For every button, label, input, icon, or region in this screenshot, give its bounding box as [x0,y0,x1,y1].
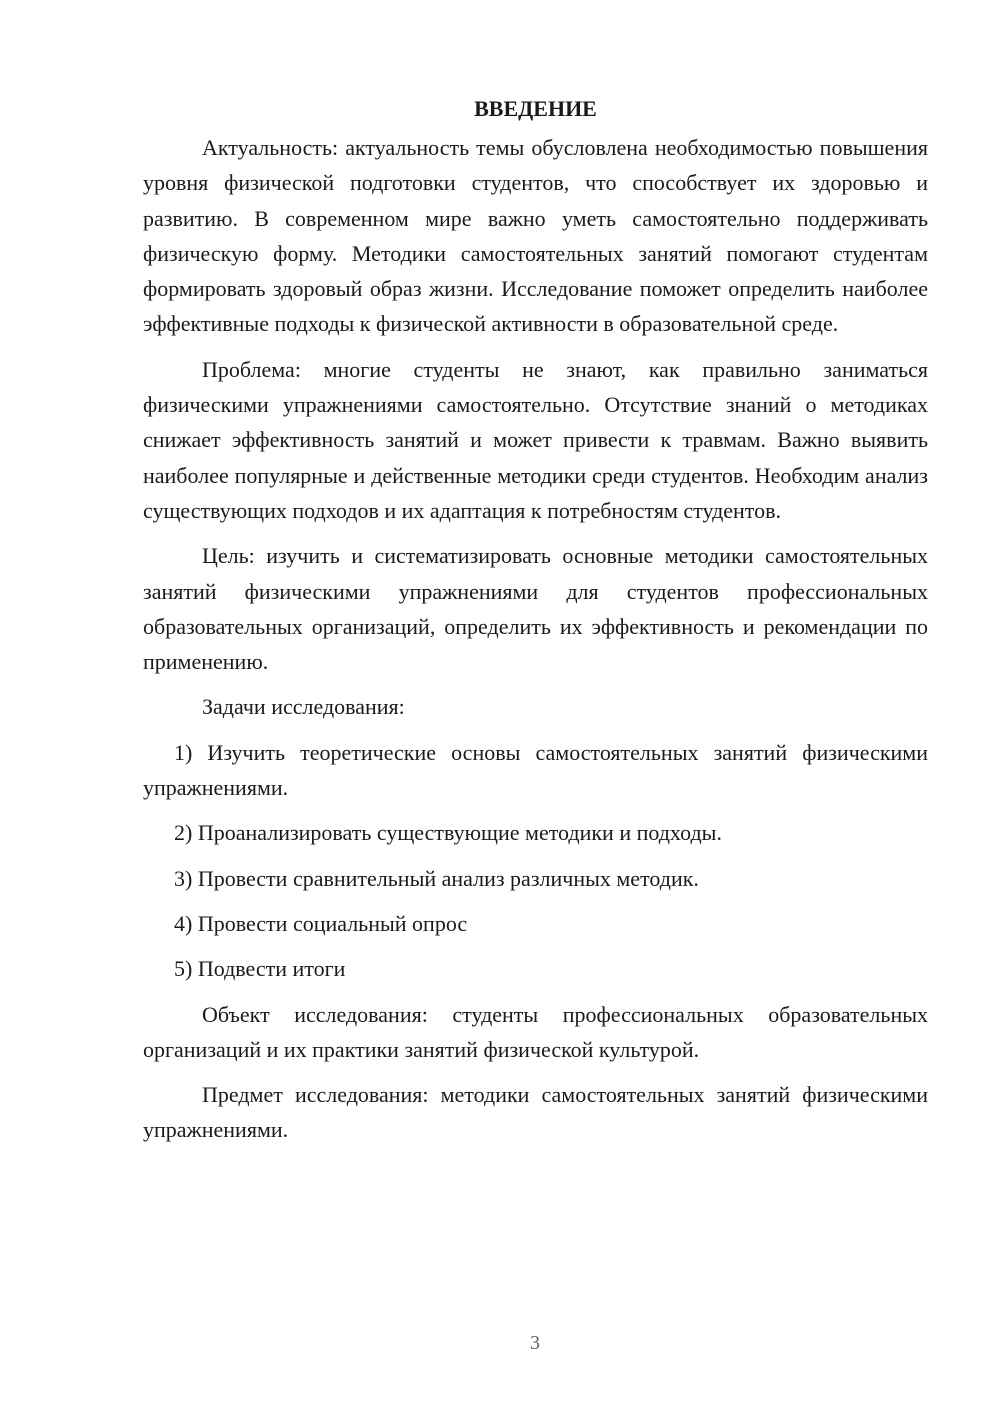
section-heading: ВВЕДЕНИЕ [474,96,597,121]
paragraph-relevance: Актуальность: актуальность темы обусловлена необходимостью повышения уровня физической подготовки студентов, что способствует их здоровью и развитию. В современном мире важно уметь самостоятельно поддерживать физическую форму. Методики самостоятельных занятий помогают студентам формировать здоровый образ жизни. Исследование поможет определить наиболее эффективные подходы к физической активности в образовательной среде. [143,135,928,337]
paragraph-subject: Предмет исследования: методики самостоятельных занятий физическими упражнениями. [143,1082,928,1143]
task-item-2: 2) Проанализировать существующие методики и подходы. [174,820,722,846]
task-item-1: 1) Изучить теоретические основы самостоятельных занятий физическими упражнениями. [143,739,928,801]
tasks-title: Задачи исследования: [202,694,405,720]
page-number: 3 [530,1332,540,1354]
task-item-4: 4) Провести социальный опрос [174,910,468,936]
paragraph-object: Объект исследования: студенты профессиональных образовательных организаций и их практики занятий физической культурой. [143,1001,928,1062]
task-item-5: 5) Подвести итоги [174,956,346,982]
paragraph-problem: Проблема: многие студенты не знают, как правильно заниматься физическими упражнениями самостоятельно. Отсутствие знаний о методиках снижает эффективность занятий и может привести к травмам. Важно выявить наиболее популярные и действенные методики среди студентов. Необходим анализ существующих подходов и их адаптация к потребностям студентов. [143,356,928,523]
task-item-3: 3) Провести сравнительный анализ различных методик. [174,865,699,891]
document-page [143,92,928,1158]
paragraph-goal: Цель: изучить и систематизировать основные методики самостоятельных занятий физическими упражнениями для студентов профессиональных образовательных организаций, определить их эффективность и рекомендации по применению. [143,543,928,675]
